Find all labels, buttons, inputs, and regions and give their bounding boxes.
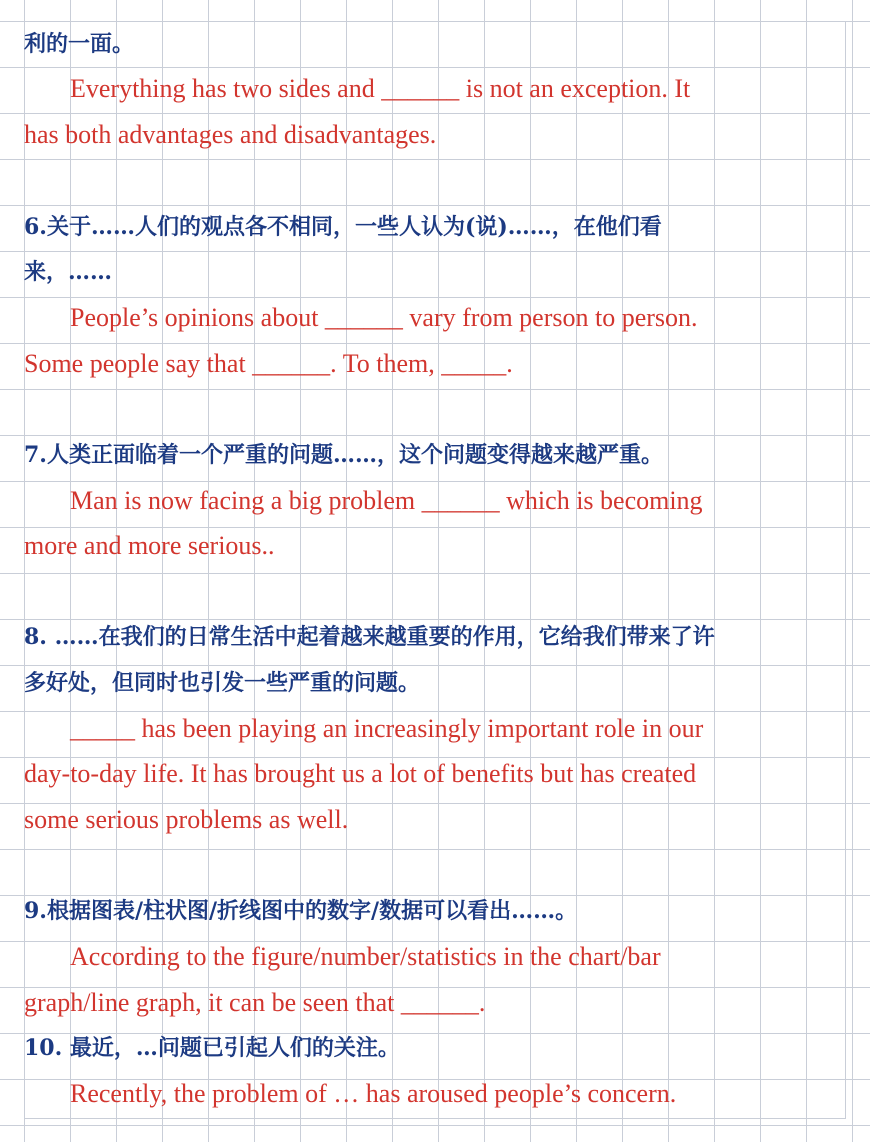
english-text-line: According to the figure/number/statistics in the chart/bar [70, 942, 661, 971]
english-text-line: _____ has been playing an increasingly important role in our [70, 714, 704, 743]
chinese-text-line: 9.根据图表/柱状图/折线图中的数字/数据可以看出……。 [24, 898, 578, 924]
chinese-text-line: 7.人类正面临着一个严重的问题……，这个问题变得越来越严重。 [24, 442, 663, 468]
english-text-line: Man is now facing a big problem ______ which is becoming [70, 486, 703, 515]
chinese-text-line: 利的一面。 [24, 31, 135, 57]
english-text-line: some serious problems as well. [24, 805, 349, 834]
chinese-text-line: 6.关于……人们的观点各不相同，一些人认为(说)……，在他们看 [24, 214, 662, 240]
english-text-line: Some people say that ______. To them, _____. [24, 349, 513, 378]
chinese-text-line: 8. ……在我们的日常生活中起着越来越重要的作用，它给我们带来了许 [24, 624, 715, 650]
english-text-line: Recently, the problem of … has aroused people’s concern. [70, 1079, 677, 1108]
english-text-line: has both advantages and disadvantages. [24, 120, 437, 149]
english-text-line: Everything has two sides and ______ is not an exception. It [70, 74, 691, 103]
english-text-line: graph/line graph, it can be seen that ______. [24, 988, 486, 1017]
english-text-line: more and more serious.. [24, 531, 275, 560]
english-text-line: People’s opinions about ______ vary from person to person. [70, 303, 698, 332]
chinese-text-line: 10. 最近，…问题已引起人们的关注。 [24, 1035, 400, 1061]
english-text-line: day-to-day life. It has brought us a lot of benefits but has created [24, 759, 697, 788]
chinese-text-line: 多好处，但同时也引发一些严重的问题。 [24, 670, 421, 696]
chinese-text-line: 来，…… [24, 259, 113, 285]
